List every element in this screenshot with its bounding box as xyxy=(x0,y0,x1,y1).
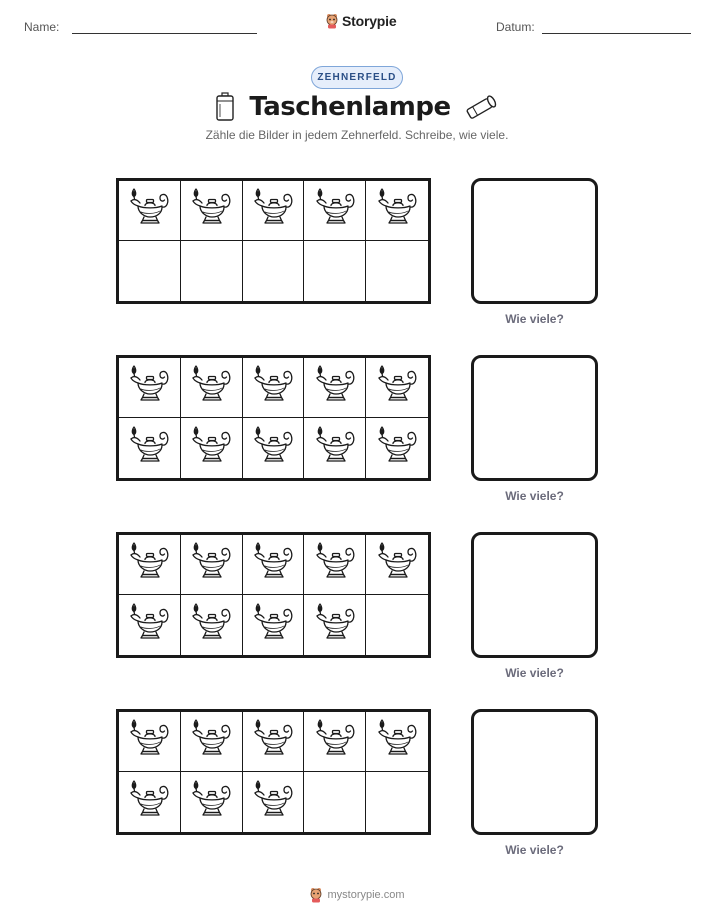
oil-lamp-icon xyxy=(251,601,295,650)
oil-lamp-icon xyxy=(127,778,171,827)
oil-lamp-icon xyxy=(189,540,233,589)
storypie-mascot-icon xyxy=(309,887,323,903)
ten-frame-cell xyxy=(366,358,428,418)
ten-frame xyxy=(116,355,431,481)
worksheet-type-badge: ZEHNERFELD xyxy=(311,66,403,89)
oil-lamp-icon xyxy=(251,778,295,827)
ten-frame xyxy=(116,709,431,835)
storypie-mascot-icon xyxy=(325,13,339,29)
oil-lamp-icon xyxy=(189,186,233,235)
ten-frame-cell xyxy=(304,535,366,595)
oil-lamp-icon xyxy=(313,363,357,412)
page-title: Taschenlampe xyxy=(249,92,451,122)
flashlight-icon xyxy=(465,93,499,121)
oil-lamp-icon xyxy=(127,717,171,766)
ten-frame-cell xyxy=(181,241,243,301)
ten-frame-cell xyxy=(304,772,366,832)
ten-frame-cell xyxy=(243,595,305,655)
oil-lamp-icon xyxy=(313,186,357,235)
ten-frame xyxy=(116,532,431,658)
oil-lamp-icon xyxy=(375,540,419,589)
oil-lamp-icon xyxy=(189,363,233,412)
ten-frame-cell xyxy=(119,241,181,301)
ten-frame-cell xyxy=(366,418,428,478)
answer-box[interactable] xyxy=(471,709,598,835)
oil-lamp-icon xyxy=(251,363,295,412)
date-field[interactable] xyxy=(542,33,691,34)
ten-frame-cell xyxy=(304,418,366,478)
ten-frame-cell xyxy=(119,418,181,478)
oil-lamp-icon xyxy=(313,424,357,473)
ten-frame-cell xyxy=(119,772,181,832)
oil-lamp-icon xyxy=(189,717,233,766)
answer-label: Wie viele? xyxy=(505,666,564,680)
oil-lamp-icon xyxy=(189,424,233,473)
oil-lamp-icon xyxy=(251,717,295,766)
oil-lamp-icon xyxy=(127,186,171,235)
oil-lamp-icon xyxy=(251,186,295,235)
ten-frame-cell xyxy=(243,241,305,301)
oil-lamp-icon xyxy=(127,424,171,473)
oil-lamp-icon xyxy=(375,424,419,473)
ten-frame-cell xyxy=(243,358,305,418)
oil-lamp-icon xyxy=(313,540,357,589)
ten-frame-cell xyxy=(304,241,366,301)
answer-box[interactable] xyxy=(471,178,598,304)
instructions: Zähle die Bilder in jedem Zehnerfeld. Schreibe, wie viele. xyxy=(205,128,509,142)
ten-frame-cell xyxy=(181,181,243,241)
ten-frame-cell xyxy=(119,595,181,655)
oil-lamp-icon xyxy=(375,717,419,766)
brand-name: Storypie xyxy=(342,13,397,29)
ten-frame-cell xyxy=(304,181,366,241)
ten-frame-cell xyxy=(181,712,243,772)
ten-frame-cell xyxy=(366,595,428,655)
ten-frame-cell xyxy=(119,181,181,241)
battery-icon xyxy=(215,92,235,122)
footer-url: mystorypie.com xyxy=(327,889,405,901)
brand-logo xyxy=(325,13,396,29)
ten-frame-cell xyxy=(304,712,366,772)
oil-lamp-icon xyxy=(375,363,419,412)
oil-lamp-icon xyxy=(127,601,171,650)
ten-frame-cell xyxy=(366,535,428,595)
ten-frame-cell xyxy=(243,418,305,478)
ten-frame-cell xyxy=(119,535,181,595)
ten-frame-cell xyxy=(181,595,243,655)
footer xyxy=(0,887,714,903)
oil-lamp-icon xyxy=(189,601,233,650)
answer-label: Wie viele? xyxy=(505,843,564,857)
oil-lamp-icon xyxy=(127,540,171,589)
ten-frame-cell xyxy=(243,772,305,832)
name-field[interactable] xyxy=(72,33,257,34)
oil-lamp-icon xyxy=(313,717,357,766)
date-label: Datum: xyxy=(496,20,535,34)
oil-lamp-icon xyxy=(375,186,419,235)
ten-frame-cell xyxy=(181,535,243,595)
ten-frame-cell xyxy=(366,241,428,301)
ten-frame-cell xyxy=(181,772,243,832)
ten-frame-cell xyxy=(366,181,428,241)
answer-label: Wie viele? xyxy=(505,489,564,503)
answer-box[interactable] xyxy=(471,355,598,481)
ten-frame-cell xyxy=(304,595,366,655)
ten-frame-cell xyxy=(366,712,428,772)
oil-lamp-icon xyxy=(251,424,295,473)
ten-frame-cell xyxy=(119,712,181,772)
name-label: Name: xyxy=(24,20,60,34)
ten-frame-cell xyxy=(119,358,181,418)
oil-lamp-icon xyxy=(313,601,357,650)
ten-frame-cell xyxy=(304,358,366,418)
ten-frame-cell xyxy=(243,712,305,772)
answer-label: Wie viele? xyxy=(505,312,564,326)
ten-frame-cell xyxy=(243,535,305,595)
ten-frame xyxy=(116,178,431,304)
answer-box[interactable] xyxy=(471,532,598,658)
ten-frame-cell xyxy=(366,772,428,832)
ten-frame-cell xyxy=(181,418,243,478)
ten-frame-cell xyxy=(243,181,305,241)
oil-lamp-icon xyxy=(127,363,171,412)
ten-frame-cell xyxy=(181,358,243,418)
oil-lamp-icon xyxy=(251,540,295,589)
oil-lamp-icon xyxy=(189,778,233,827)
